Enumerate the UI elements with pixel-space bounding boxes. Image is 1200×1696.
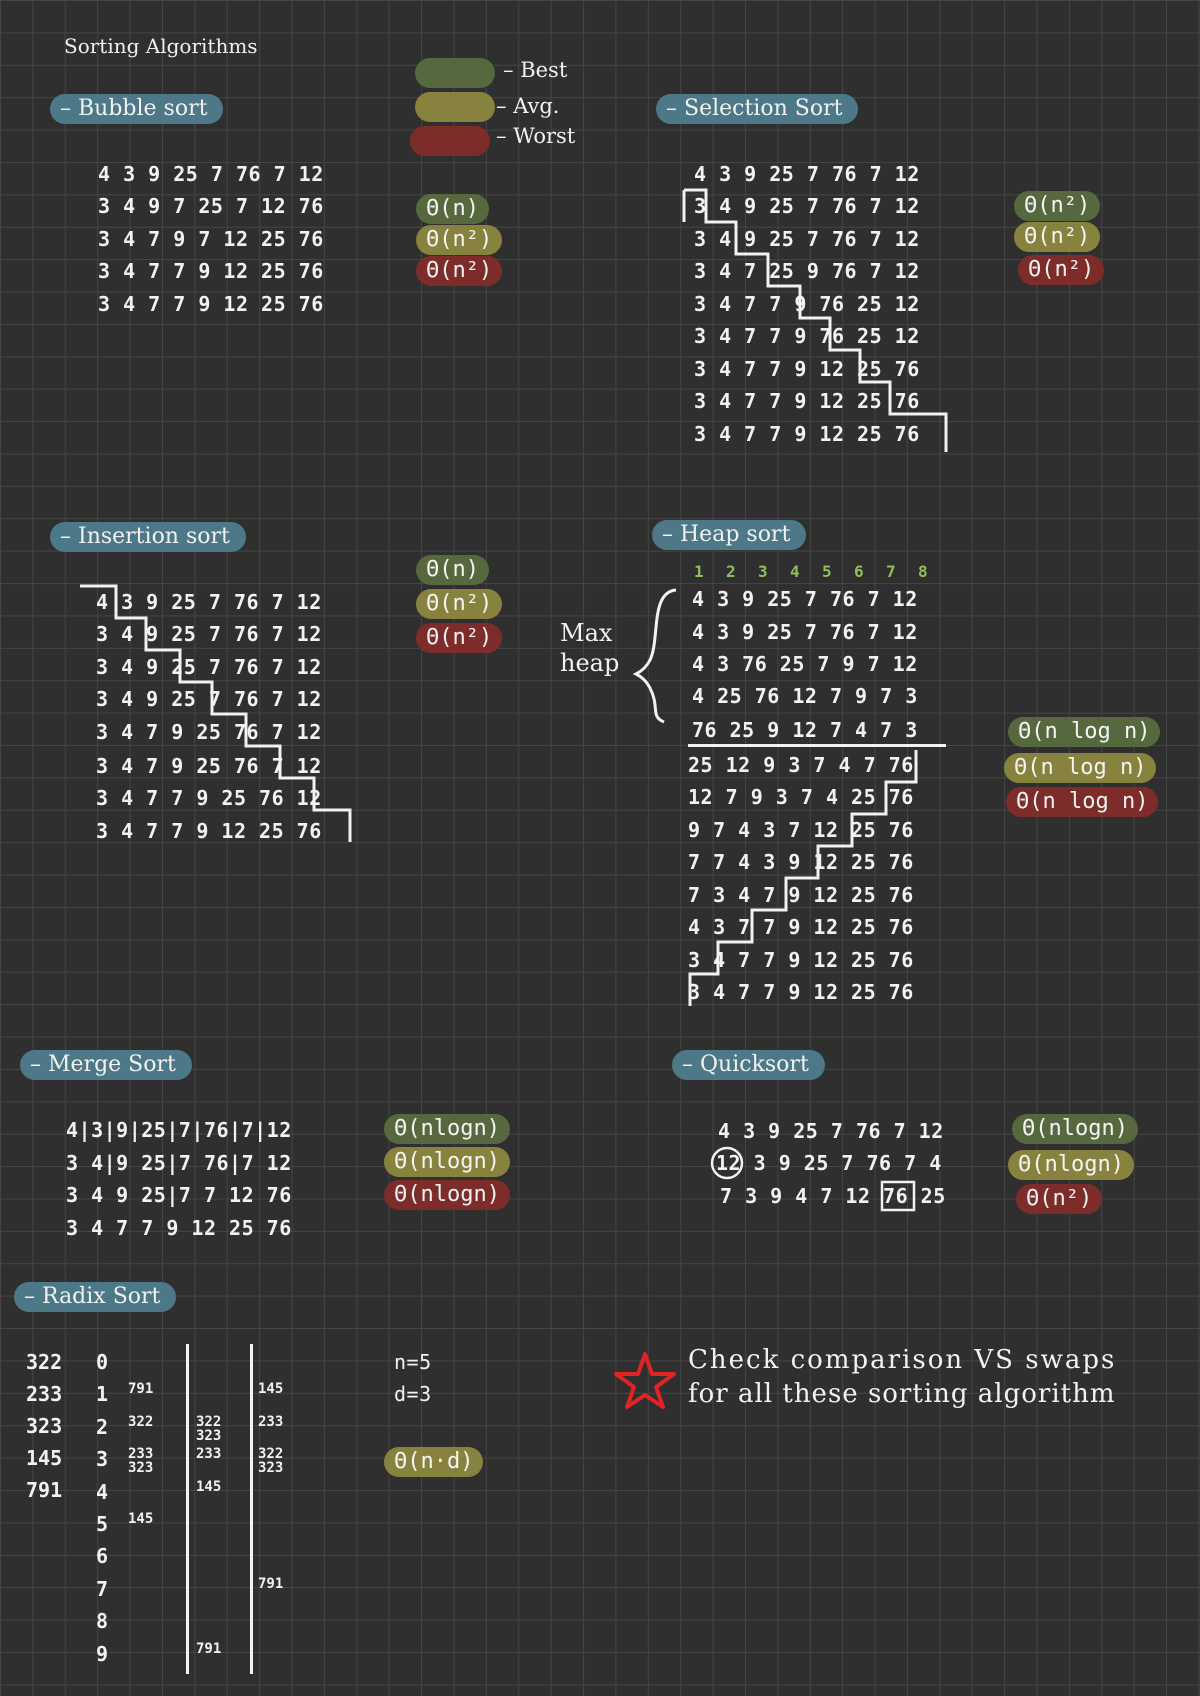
- quicksort-avg-complexity: Θ(nlogn): [1008, 1150, 1134, 1180]
- radix-bucket-entry: 233: [258, 1413, 284, 1430]
- quicksort-worst-complexity: Θ(n²): [1016, 1184, 1102, 1214]
- legend-label-worst: – Worst: [496, 124, 576, 148]
- radix-bucket-entry: 322: [128, 1413, 154, 1430]
- merge-sort-header: – Merge Sort: [20, 1050, 192, 1080]
- heap-sort-header: – Heap sort: [652, 520, 806, 550]
- radix-divider: [250, 1344, 253, 1674]
- radix-bucket-entry: 791: [196, 1640, 222, 1657]
- bubble-row: 3 4 9 7 25 7 12 76: [98, 194, 324, 218]
- heap-sort-row: 3 4 7 7 9 12 25 76: [688, 948, 914, 972]
- insertion-avg-complexity: Θ(n²): [416, 589, 502, 619]
- insertion-worst-complexity: Θ(n²): [416, 623, 502, 653]
- bubble-row: 3 4 7 7 9 12 25 76: [98, 259, 324, 283]
- selection-row: 3 4 7 25 9 76 7 12: [694, 259, 920, 283]
- heap-avg-complexity: Θ(n log n): [1004, 753, 1156, 783]
- heap-sort-row: 3 4 7 7 9 12 25 76: [688, 980, 914, 1004]
- radix-digit: 1: [96, 1382, 109, 1407]
- radix-digit: 8: [96, 1609, 109, 1634]
- selection-row: 4 3 9 25 7 76 7 12: [694, 162, 920, 186]
- selection-row: 3 4 9 25 7 76 7 12: [694, 227, 920, 251]
- page-title: Sorting Algorithms: [64, 34, 258, 58]
- radix-bucket-entry: 791: [258, 1575, 284, 1592]
- heap-index: 1: [694, 562, 704, 581]
- heap-index: 6: [854, 562, 864, 581]
- merge-row: 4|3|9|25|7|76|7|12: [66, 1118, 292, 1142]
- heap-build-row: 4 3 9 25 7 76 7 12: [692, 587, 918, 611]
- radix-complexity: Θ(n·d): [384, 1447, 483, 1477]
- bubble-avg-complexity: Θ(n²): [416, 225, 502, 255]
- radix-input: 233: [26, 1382, 63, 1406]
- insertion-row: 4 3 9 25 7 76 7 12: [96, 590, 322, 614]
- selection-sort-header: – Selection Sort: [656, 94, 858, 124]
- heap-index: 7: [886, 562, 896, 581]
- radix-bucket-entry: 145: [196, 1478, 222, 1495]
- merge-avg-complexity: Θ(nlogn): [384, 1147, 510, 1177]
- radix-digit: 9: [96, 1641, 109, 1666]
- radix-bucket-entry: 145: [258, 1381, 284, 1398]
- radix-bucket-entry: 233 323: [128, 1446, 154, 1477]
- insertion-row: 3 4 7 9 25 76 7 12: [96, 754, 322, 778]
- radix-digit: 2: [96, 1414, 109, 1439]
- quicksort-row: 12 3 9 25 7 76 7 4: [716, 1151, 942, 1175]
- radix-input: 322: [26, 1350, 63, 1374]
- radix-digit: 5: [96, 1512, 109, 1536]
- heap-sort-row: 9 7 4 3 7 12 25 76: [688, 818, 914, 842]
- merge-row: 3 4 9 25|7 7 12 76: [66, 1183, 292, 1207]
- radix-input: 791: [26, 1478, 63, 1502]
- radix-d-value: d=3: [394, 1382, 432, 1406]
- heap-sort-row: 7 3 4 7 9 12 25 76: [688, 883, 914, 907]
- note-line-1: Check comparison VS swaps: [688, 1345, 1117, 1375]
- quicksort-header: – Quicksort: [672, 1050, 825, 1080]
- heap-index: 4: [790, 562, 800, 581]
- bubble-sort-header: – Bubble sort: [50, 94, 223, 124]
- radix-digit: 3: [96, 1447, 109, 1472]
- heap-sort-row: 7 7 4 3 9 12 25 76: [688, 850, 914, 874]
- insertion-row: 3 4 7 9 25 76 7 12: [96, 720, 322, 744]
- selection-row: 3 4 7 7 9 12 25 76: [694, 422, 920, 446]
- selection-row: 3 4 9 25 7 76 7 12: [694, 194, 920, 218]
- merge-row: 3 4|9 25|7 76|7 12: [66, 1151, 292, 1175]
- insertion-row: 3 4 9 25 7 76 7 12: [96, 687, 322, 711]
- radix-bucket-entry: 145: [128, 1511, 154, 1527]
- radix-bucket-entry: 322 323: [196, 1413, 222, 1444]
- bubble-row: 3 4 7 9 7 12 25 76: [98, 227, 324, 251]
- quicksort-best-complexity: Θ(nlogn): [1012, 1114, 1138, 1144]
- heap-sort-row: 12 7 9 3 7 4 25 76: [688, 785, 914, 809]
- heap-build-row: 4 3 9 25 7 76 7 12: [692, 620, 918, 644]
- heap-index: 8: [918, 562, 928, 581]
- radix-sort-header: – Radix Sort: [14, 1282, 176, 1312]
- heap-best-complexity: Θ(n log n): [1008, 717, 1160, 747]
- radix-digit: 0: [96, 1350, 109, 1374]
- max-heap-label: Max heap: [560, 619, 620, 677]
- insertion-row: 3 4 9 25 7 76 7 12: [96, 655, 322, 679]
- radix-digit: 7: [96, 1576, 109, 1601]
- star-icon: [612, 1350, 678, 1410]
- heap-build-row: 4 25 76 12 7 9 7 3: [692, 684, 918, 708]
- heap-worst-complexity: Θ(n log n): [1006, 787, 1158, 817]
- radix-bucket-entry: 791: [128, 1381, 154, 1398]
- bubble-row: 4 3 9 25 7 76 7 12: [98, 162, 324, 186]
- note-line-2: for all these sorting algorithm: [688, 1379, 1116, 1409]
- merge-row: 3 4 7 7 9 12 25 76: [66, 1216, 292, 1240]
- heap-index: 2: [726, 562, 736, 581]
- selection-worst-complexity: Θ(n²): [1018, 255, 1104, 285]
- heap-build-row: 4 3 76 25 7 9 7 12: [692, 652, 918, 676]
- insertion-best-complexity: Θ(n): [416, 555, 489, 585]
- legend-label-best: – Best: [503, 58, 568, 82]
- insertion-row: 3 4 9 25 7 76 7 12: [96, 622, 322, 646]
- bubble-worst-complexity: Θ(n²): [416, 256, 502, 286]
- radix-bucket-entry: 233: [196, 1446, 222, 1463]
- selection-avg-complexity: Θ(n²): [1014, 222, 1100, 252]
- radix-input: 145: [26, 1446, 63, 1470]
- heap-sort-row: 4 3 7 7 9 12 25 76: [688, 915, 914, 939]
- selection-row: 3 4 7 7 9 76 25 12: [694, 292, 920, 316]
- legend-label-avg: – Avg.: [496, 94, 560, 118]
- selection-row: 3 4 7 7 9 76 25 12: [694, 324, 920, 348]
- radix-n-value: n=5: [394, 1350, 432, 1374]
- selection-row: 3 4 7 7 9 12 25 76: [694, 357, 920, 381]
- selection-best-complexity: Θ(n²): [1014, 191, 1100, 221]
- selection-row: 3 4 7 7 9 12 25 76: [694, 389, 920, 413]
- radix-digit: 4: [96, 1479, 109, 1504]
- heap-build-row: 76 25 9 12 7 4 7 3: [692, 718, 918, 742]
- quicksort-row: 4 3 9 25 7 76 7 12: [718, 1119, 944, 1143]
- heap-index: 5: [822, 562, 832, 581]
- bubble-best-complexity: Θ(n): [416, 194, 489, 224]
- quicksort-row: 7 3 9 4 7 12 76 25: [720, 1184, 946, 1208]
- radix-digit: 6: [96, 1544, 109, 1569]
- insertion-row: 3 4 7 7 9 12 25 76: [96, 819, 322, 843]
- insertion-sort-header: – Insertion sort: [50, 522, 246, 552]
- bubble-row: 3 4 7 7 9 12 25 76: [98, 292, 324, 316]
- heap-index: 3: [758, 562, 768, 581]
- heap-sort-row: 25 12 9 3 7 4 7 76: [688, 753, 914, 777]
- radix-divider: [186, 1344, 189, 1674]
- merge-best-complexity: Θ(nlogn): [384, 1114, 510, 1144]
- radix-input: 323: [26, 1414, 63, 1438]
- merge-worst-complexity: Θ(nlogn): [384, 1180, 510, 1210]
- insertion-row: 3 4 7 7 9 25 76 12: [96, 786, 322, 810]
- radix-bucket-entry: 322 323: [258, 1446, 284, 1477]
